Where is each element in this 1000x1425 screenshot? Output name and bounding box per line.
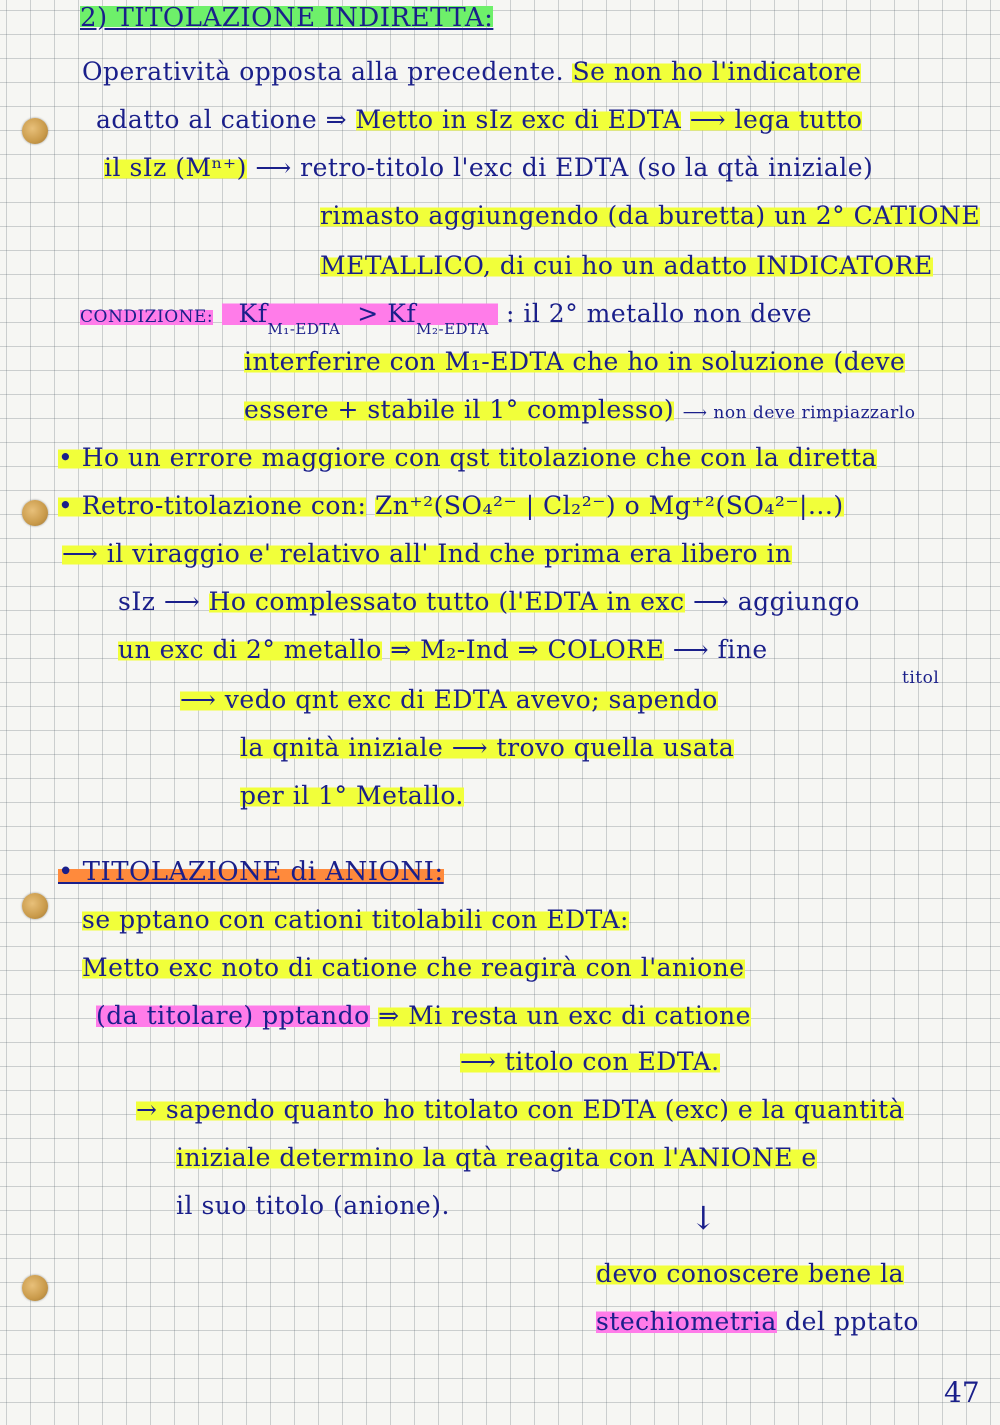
section-heading: 2) TITOLAZIONE INDIRETTA: xyxy=(80,3,494,33)
text-line: Operatività opposta alla precedente. Se non ho l'indicatore xyxy=(82,57,862,86)
text-line: Metto exc noto di catione che reagirà con l'anione xyxy=(82,953,745,982)
bullet-item: • Ho un errore maggiore con qst titolazione che con la diretta xyxy=(58,443,878,472)
binder-hole xyxy=(22,1275,48,1301)
text-line: METALLICO, di cui ho un adatto INDICATORE xyxy=(320,251,933,280)
down-arrow: ↓ xyxy=(690,1199,718,1237)
text-line: il sIz (Mⁿ⁺) ⟶ retro-titolo l'exc di EDTA (so la qtà iniziale) xyxy=(104,153,874,182)
text-line: interferire con M₁-EDTA che ho in soluzione (deve xyxy=(244,347,906,376)
text-line: rimasto aggiungendo (da buretta) un 2° CATIONE xyxy=(320,201,981,230)
text-line: ⟶ titolo con EDTA. xyxy=(460,1047,720,1076)
text-line: essere + stabile il 1° complesso) ⟶ non deve rimpiazzarlo xyxy=(244,395,916,424)
page-number: 47 xyxy=(944,1376,980,1409)
text-line: ⟶ il viraggio e' relativo all' Ind che prima era libero in xyxy=(62,539,792,568)
text-line: stechiometria del pptato xyxy=(596,1307,919,1336)
text-line: ⟶ vedo qnt exc di EDTA avevo; sapendo xyxy=(180,685,718,714)
text-line: la qnità iniziale ⟶ trovo quella usata xyxy=(240,733,735,762)
bullet-item: • Retro-titolazione con: Zn⁺²(SO₄²⁻ | Cl₂²⁻) o Mg⁺²(SO₄²⁻|...) xyxy=(58,491,844,520)
text-line: iniziale determino la qtà reagita con l'ANIONE e xyxy=(176,1143,817,1172)
text-line: il suo titolo (anione). xyxy=(176,1191,450,1220)
binder-hole xyxy=(22,118,48,144)
text-line: un exc di 2° metallo ⇒ M₂-Ind ⇒ COLORE ⟶ fine xyxy=(118,635,768,664)
text-line: → sapendo quanto ho titolato con EDTA (exc) e la quantità xyxy=(136,1095,905,1124)
text-line: devo conoscere bene la xyxy=(596,1259,904,1288)
text-line: sIz ⟶ Ho complessato tutto (l'EDTA in exc ⟶ aggiungo xyxy=(118,587,860,616)
text-line: (da titolare) pptando ⇒ Mi resta un exc di catione xyxy=(96,1001,751,1030)
text-line: per il 1° Metallo. xyxy=(240,781,464,810)
binder-hole xyxy=(22,893,48,919)
text-line: se pptano con cationi titolabili con EDTA: xyxy=(82,905,629,934)
condition-line: CONDIZIONE: $Kf_{M_1-EDTA} > Kf_{M_2-EDTA}$ : il 2° metallo non deve xyxy=(80,299,813,338)
section-heading: • TITOLAZIONE di ANIONI: xyxy=(58,857,444,887)
binder-hole xyxy=(22,500,48,526)
text-line: adatto al catione ⇒ Metto in sIz exc di EDTA ⟶ lega tutto xyxy=(96,105,863,134)
text-line: titol xyxy=(902,668,940,688)
